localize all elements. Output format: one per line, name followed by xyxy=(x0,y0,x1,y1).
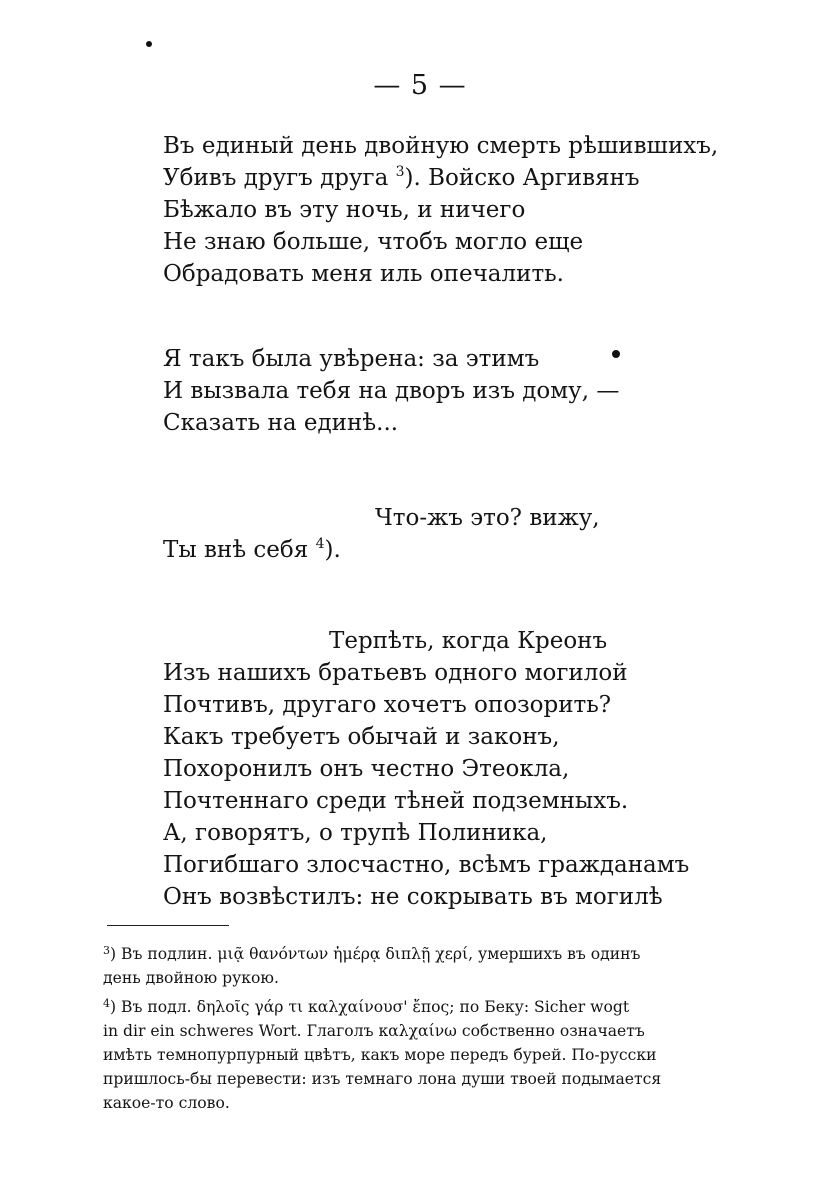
verse-line: Почтивъ, другаго хочетъ опозорить? xyxy=(163,692,612,718)
verse-line: Обрадовать меня иль опечалить. xyxy=(163,261,564,287)
verse-line: Изъ нашихъ братьевъ одного могилой xyxy=(163,660,628,686)
footnote-text: ) Въ подлин. μιᾷ θανόντων ἡμέρᾳ διπλῇ χερί, умершихъ въ одинъ xyxy=(110,945,641,963)
verse-line-text: Убивъ другъ друга xyxy=(163,165,389,191)
footnote-line: in dir ein schweres Wort. Глаголъ καλχαίνω собственно означаетъ xyxy=(103,1022,645,1040)
footnote-mark: 3 xyxy=(103,944,110,957)
verse-block xyxy=(163,625,763,913)
footnote-line xyxy=(103,942,743,966)
footnote-text: ) Въ подл. δηλοῖς γάρ τι καλχαίνουσ' ἔπος; по Беку: Sicher wogt xyxy=(110,998,630,1016)
verse-line: Не знаю больше, чтобъ могло еще xyxy=(163,229,584,255)
scan-speck xyxy=(146,41,152,47)
verse-block xyxy=(163,502,763,566)
verse-line xyxy=(163,534,763,566)
verse-line: Въ единый день двойную смерть рѣшившихъ, xyxy=(163,133,719,159)
verse-line: Терпѣть, когда Креонъ xyxy=(329,628,608,654)
verse-line: Онъ возвѣстилъ: не сокрывать въ могилѣ xyxy=(163,884,663,910)
footnotes xyxy=(103,942,743,1120)
verse-line: Сказать на единѣ... xyxy=(163,410,399,436)
footnote xyxy=(103,995,743,1115)
footnote-line: пришлось-бы перевести: изъ темнаго лона души твоей подымается xyxy=(103,1070,662,1088)
verse-line xyxy=(163,162,763,194)
verse-line: Я такъ была увѣрена: за этимъ xyxy=(163,346,540,372)
verse-line-text: ). xyxy=(324,537,341,563)
footnote-line xyxy=(103,995,743,1019)
verse-line-text: ). Войско Аргивянъ xyxy=(404,165,640,191)
footnote-line: имѣть темнопурпурный цвѣтъ, какъ море передъ бурей. По-русски xyxy=(103,1046,657,1064)
verse-line: А, говорятъ, о трупѣ Полиника, xyxy=(163,820,548,846)
footnote-line: какое-то слово. xyxy=(103,1094,230,1112)
footnote-line: день двойною рукою. xyxy=(103,969,279,987)
footnote-mark: 4 xyxy=(103,997,110,1010)
verse-line: Похоронилъ онъ честно Этеокла, xyxy=(163,756,570,782)
verse-line: Бѣжало въ эту ночь, и ничего xyxy=(163,197,526,223)
verse-line: Что-жъ это? вижу, xyxy=(375,505,600,531)
footnote-ref[interactable]: 3 xyxy=(395,164,405,180)
verse-block xyxy=(163,130,763,290)
footnote-ref[interactable]: 4 xyxy=(315,536,325,552)
verse-line: Погибшаго злосчастно, всѣмъ гражданамъ xyxy=(163,852,690,878)
verse-line: Почтеннаго среди тѣней подземныхъ. xyxy=(163,788,629,814)
verse-block xyxy=(163,343,763,439)
page-number: — 5 — xyxy=(373,70,467,101)
verse-line: И вызвала тебя на дворъ изъ дому, — xyxy=(163,378,620,404)
footnote xyxy=(103,942,743,990)
verse-line: Какъ требуетъ обычай и законъ, xyxy=(163,724,560,750)
verse-line-text: Ты внѣ себя xyxy=(163,537,309,563)
footnote-divider xyxy=(107,925,229,926)
